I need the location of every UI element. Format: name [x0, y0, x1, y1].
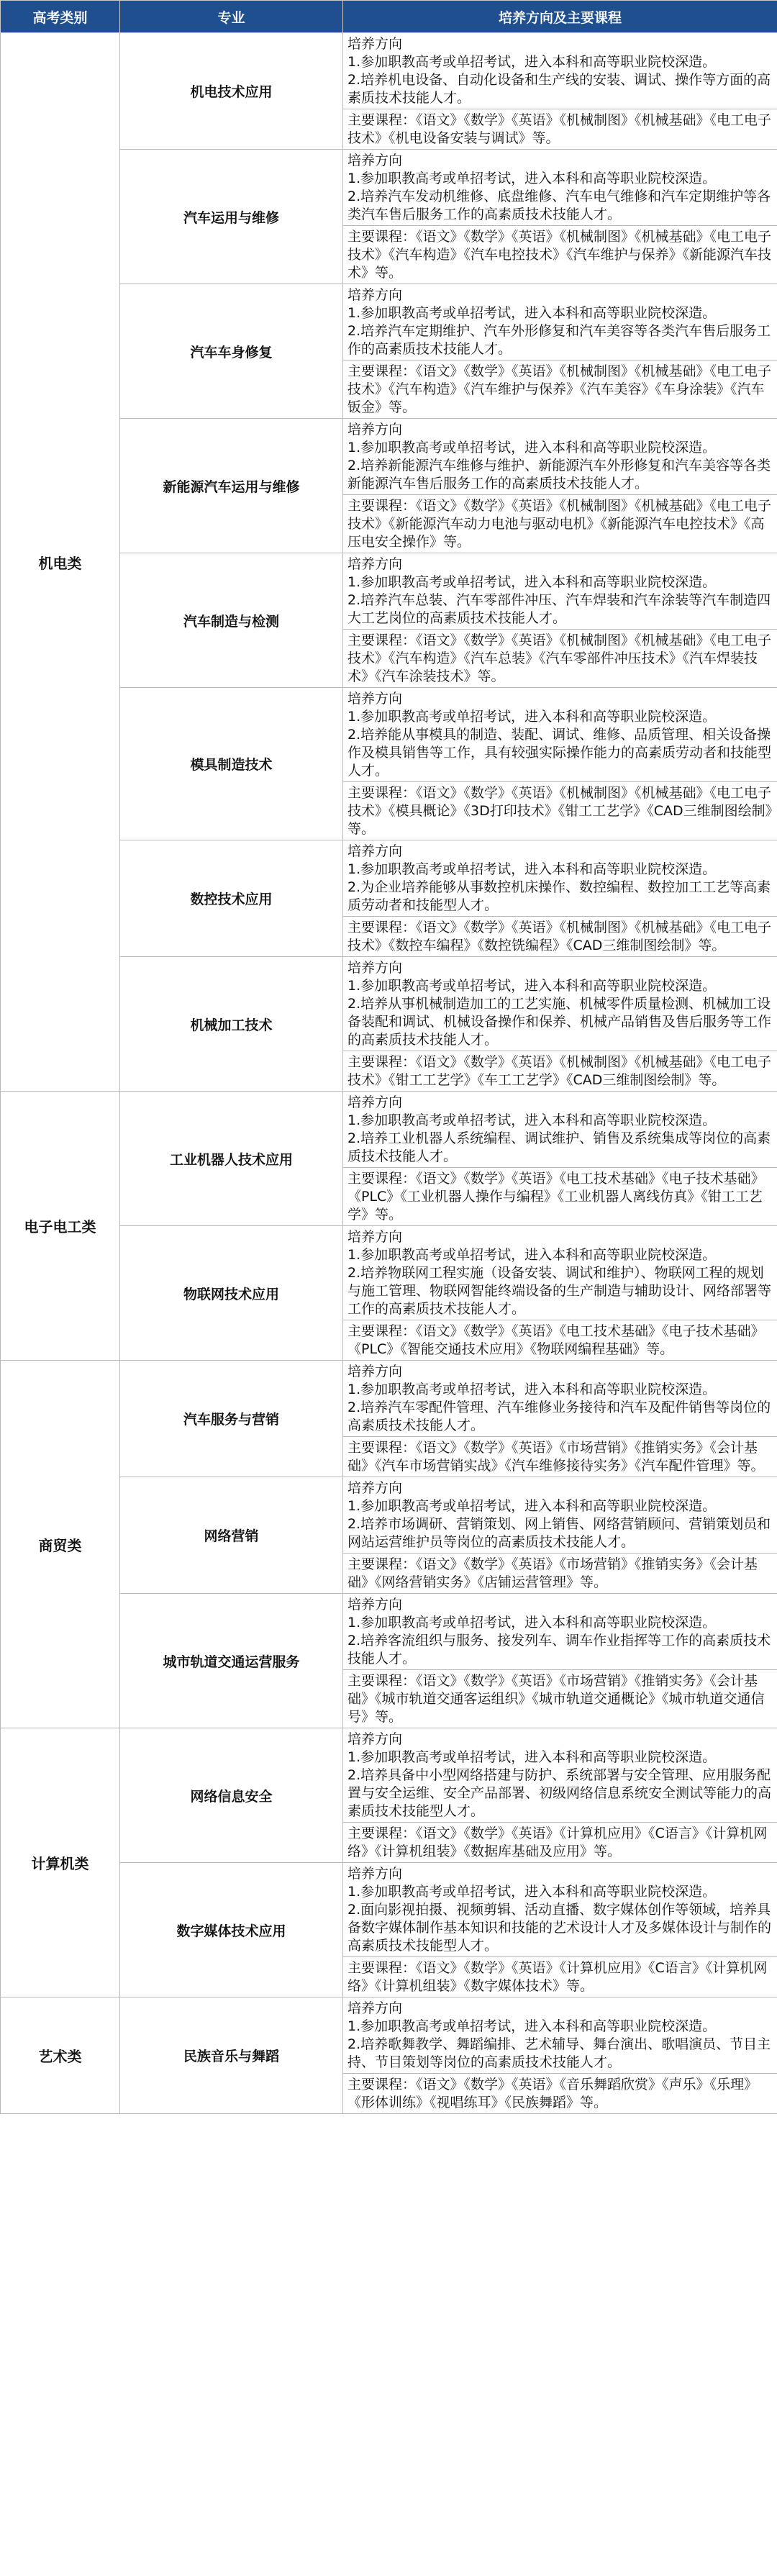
- direction-cell: [343, 33, 777, 109]
- direction-line: 1.参加职教高考或单招考试，进入本科和高等职业院校深造。: [347, 54, 717, 70]
- courses-cell: 主要课程：《语文》《数学》《英语》《机械制图》《机械基础》《电工电子技术》《机电设备安装与调试》等。: [343, 109, 777, 150]
- direction-line: 2.培养从事机械制造加工的工艺实施、机械零件质量检测、机械加工设备装配和调试、机械设备操作和保养、机械产品销售及售后服务等工作的高素质技术技能人才。: [347, 996, 772, 1048]
- direction-line: 1.参加职教高考或单招考试，进入本科和高等职业院校深造。: [347, 1382, 717, 1397]
- direction-heading: 培养方向: [347, 1094, 403, 1110]
- courses-cell: 主要课程：《语文》《数学》《英语》《机械制图》《机械基础》《电工电子技术》《汽车构造》《汽车电控技术》《汽车维护与保养》《新能源汽车技术》等。: [343, 226, 777, 284]
- direction-cell: [343, 284, 777, 360]
- direction-line: 2.培养汽车定期维护、汽车外形修复和汽车美容等各类汽车售后服务工作的高素质技术技能人才。: [347, 323, 771, 357]
- direction-heading: 培养方向: [347, 1731, 403, 1747]
- direction-heading: 培养方向: [347, 287, 403, 303]
- category-cell: 机电类: [1, 33, 120, 1092]
- direction-line: 2.培养汽车零配件管理、汽车维修业务接待和汽车及配件销售等岗位的高素质技术技能人才。: [347, 1400, 771, 1433]
- direction-heading: 培养方向: [347, 1866, 403, 1882]
- direction-cell: [343, 688, 777, 782]
- direction-line: 2.培养工业机器人系统编程、调试维护、销售及系统集成等岗位的高素质技术技能人才。: [347, 1130, 771, 1164]
- direction-cell: [343, 1092, 777, 1168]
- courses-cell: 主要课程：《语文》《数学》《英语》《机械制图》《机械基础》《电工电子技术》《钳工工艺学》《车工工艺学》《CAD三维制图绘制》等。: [343, 1051, 777, 1092]
- courses-cell: 主要课程：《语文》《数学》《英语》《机械制图》《机械基础》《电工电子技术》《汽车构造》《汽车总装》《汽车零部件冲压技术》《汽车焊装技术》《汽车涂装技术》等。: [343, 630, 777, 688]
- courses-cell: 主要课程：《语文》《数学》《英语》《电工技术基础》《电子技术基础》《PLC》《智能交通技术应用》《物联网编程基础》等。: [343, 1320, 777, 1361]
- table-row: [1, 1728, 777, 1823]
- direction-cell: [343, 1594, 777, 1670]
- table-row: [1, 1361, 777, 1437]
- direction-cell: [343, 840, 777, 917]
- direction-heading: 培养方向: [347, 1364, 403, 1379]
- direction-line: 1.参加职教高考或单招考试，进入本科和高等职业院校深造。: [347, 1247, 717, 1263]
- direction-line: 2.面向影视拍摄、视频剪辑、活动直播、数字媒体创作等领域，培养具备数字媒体制作基本知识和技能的艺术设计人才及多媒体设计与制作的高素质技术技能型人才。: [347, 1902, 772, 1954]
- direction-cell: [343, 1997, 777, 2074]
- direction-line: 1.参加职教高考或单招考试，进入本科和高等职业院校深造。: [347, 978, 717, 994]
- courses-cell: 主要课程：《语文》《数学》《英语》《音乐舞蹈欣赏》《声乐》《乐理》《形体训练》《视唱练耳》《民族舞蹈》等。: [343, 2074, 777, 2114]
- direction-heading: 培养方向: [347, 153, 403, 168]
- direction-line: 2.培养汽车总装、汽车零部件冲压、汽车焊装和汽车涂装等汽车制造四大工艺岗位的高素质技术技能人才。: [347, 592, 771, 626]
- courses-cell: 主要课程：《语文》《数学》《英语》《机械制图》《机械基础》《电工电子技术》《汽车构造》《汽车维护与保养》《汽车美容》《车身涂装》《汽车钣金》等。: [343, 360, 777, 419]
- direction-heading: 培养方向: [347, 1597, 403, 1613]
- major-cell: 汽车制造与检测: [120, 553, 343, 688]
- direction-line: 2.培养具备中小型网络搭建与防护、系统部署与安全管理、应用服务配置与安全运维、安全产品部署、初级网络信息系统安全测试等能力的高素质技术技能型人才。: [347, 1767, 772, 1819]
- table-row: [1, 1997, 777, 2074]
- major-cell: 数字媒体技术应用: [120, 1863, 343, 1997]
- direction-cell: [343, 1863, 777, 1957]
- direction-cell: [343, 419, 777, 495]
- direction-line: 1.参加职教高考或单招考试，进入本科和高等职业院校深造。: [347, 1749, 717, 1765]
- courses-cell: 主要课程：《语文》《数学》《英语》《电工技术基础》《电子技术基础》《PLC》《工业机器人操作与编程》《工业机器人离线仿真》《钳工工艺学》等。: [343, 1168, 777, 1226]
- major-cell: 工业机器人技术应用: [120, 1092, 343, 1226]
- direction-line: 2.培养机电设备、自动化设备和生产线的安装、调试、操作等方面的高素质技术技能人才。: [347, 72, 771, 106]
- major-cell: 城市轨道交通运营服务: [120, 1594, 343, 1728]
- direction-line: 2.为企业培养能够从事数控机床操作、数控编程、数控加工工艺等高素质劳动者和技能型人才。: [347, 879, 771, 913]
- direction-cell: [343, 1226, 777, 1320]
- major-cell: 机电技术应用: [120, 33, 343, 150]
- direction-line: 2.培养新能源汽车维修与维护、新能源汽车外形修复和汽车美容等各类新能源汽车售后服务工作的高素质技术技能人才。: [347, 458, 771, 491]
- direction-cell: [343, 1361, 777, 1437]
- courses-cell: 主要课程：《语文》《数学》《英语》《计算机应用》《C语言》《计算机网络》《计算机组装》《数字媒体技术》等。: [343, 1957, 777, 1997]
- direction-line: 1.参加职教高考或单招考试，进入本科和高等职业院校深造。: [347, 171, 717, 186]
- direction-cell: [343, 957, 777, 1051]
- direction-line: 2.培养汽车发动机维修、底盘维修、汽车电气维修和汽车定期维护等各类汽车售后服务工作的高素质技术技能人才。: [347, 189, 771, 222]
- direction-heading: 培养方向: [347, 2000, 403, 2016]
- major-cell: 网络信息安全: [120, 1728, 343, 1863]
- direction-line: 2.培养歌舞教学、舞蹈编排、艺术辅导、舞台演出、歌唱演员、节目主持、节目策划等岗位的高素质技术技能人才。: [347, 2036, 771, 2070]
- major-cell: 汽车运用与维修: [120, 150, 343, 284]
- direction-line: 1.参加职教高考或单招考试，进入本科和高等职业院校深造。: [347, 305, 717, 321]
- major-cell: 汽车服务与营销: [120, 1361, 343, 1477]
- courses-cell: 主要课程：《语文》《数学》《英语》《市场营销》《推销实务》《会计基础》《城市轨道交通客运组织》《城市轨道交通概论》《城市轨道交通信号》等。: [343, 1670, 777, 1728]
- courses-cell: 主要课程：《语文》《数学》《英语》《计算机应用》《C语言》《计算机网络》《计算机组装》《数据库基础及应用》等。: [343, 1823, 777, 1863]
- direction-heading: 培养方向: [347, 556, 403, 572]
- major-cell: 新能源汽车运用与维修: [120, 419, 343, 553]
- direction-heading: 培养方向: [347, 1480, 403, 1496]
- direction-heading: 培养方向: [347, 1229, 403, 1245]
- direction-heading: 培养方向: [347, 843, 403, 859]
- table-header-row: [1, 1, 777, 33]
- direction-line: 2.培养能从事模具的制造、装配、调试、维修、品质管理、相关设备操作及模具销售等工作，具有较强实际操作能力的高素质劳动者和技能型人才。: [347, 727, 772, 779]
- major-cell: 机械加工技术: [120, 957, 343, 1092]
- direction-line: 2.培养物联网工程实施（设备安装、调试和维护）、物联网工程的规划与施工管理、物联网智能终端设备的生产制造与辅助设计、网络部署等工作的高素质技术技能人才。: [347, 1265, 772, 1317]
- major-cell: 模具制造技术: [120, 688, 343, 840]
- direction-heading: 培养方向: [347, 422, 403, 437]
- courses-cell: 主要课程：《语文》《数学》《英语》《机械制图》《机械基础》《电工电子技术》《新能源汽车动力电池与驱动电机》《新能源汽车电控技术》《高压电安全操作》等。: [343, 495, 777, 553]
- direction-line: 1.参加职教高考或单招考试，进入本科和高等职业院校深造。: [347, 861, 717, 877]
- category-cell: 艺术类: [1, 1997, 120, 2114]
- direction-heading: 培养方向: [347, 960, 403, 976]
- header-category: 高考类别: [1, 1, 120, 33]
- courses-cell: 主要课程：《语文》《数学》《英语》《市场营销》《推销实务》《会计基础》《网络营销实务》《店铺运营管理》等。: [343, 1554, 777, 1594]
- direction-line: 1.参加职教高考或单招考试，进入本科和高等职业院校深造。: [347, 1498, 717, 1514]
- direction-line: 1.参加职教高考或单招考试，进入本科和高等职业院校深造。: [347, 2018, 717, 2034]
- major-cell: 物联网技术应用: [120, 1226, 343, 1361]
- direction-line: 2.培养市场调研、营销策划、网上销售、网络营销顾问、营销策划员和网站运营维护员等岗位的高素质技术技能人才。: [347, 1516, 771, 1550]
- direction-line: 1.参加职教高考或单招考试，进入本科和高等职业院校深造。: [347, 709, 717, 725]
- major-cell: 汽车车身修复: [120, 284, 343, 419]
- category-cell: 计算机类: [1, 1728, 120, 1997]
- direction-line: 2.培养客流组织与服务、接发列车、调车作业指挥等工作的高素质技术技能人才。: [347, 1633, 771, 1666]
- header-content: 培养方向及主要课程: [343, 1, 777, 33]
- direction-cell: [343, 1477, 777, 1554]
- table-body: [1, 33, 777, 2114]
- direction-heading: 培养方向: [347, 691, 403, 707]
- courses-cell: 主要课程：《语文》《数学》《英语》《市场营销》《推销实务》《会计基础》《汽车市场营销实战》《汽车维修接待实务》《汽车配件管理》等。: [343, 1437, 777, 1477]
- direction-cell: [343, 1728, 777, 1823]
- direction-cell: [343, 553, 777, 630]
- major-cell: 民族音乐与舞蹈: [120, 1997, 343, 2114]
- direction-cell: [343, 150, 777, 226]
- direction-line: 1.参加职教高考或单招考试，进入本科和高等职业院校深造。: [347, 1615, 717, 1631]
- courses-cell: 主要课程：《语文》《数学》《英语》《机械制图》《机械基础》《电工电子技术》《数控车编程》《数控铣编程》《CAD三维制图绘制》等。: [343, 917, 777, 957]
- direction-line: 1.参加职教高考或单招考试，进入本科和高等职业院校深造。: [347, 1112, 717, 1128]
- direction-line: 1.参加职教高考或单招考试，进入本科和高等职业院校深造。: [347, 440, 717, 455]
- direction-line: 1.参加职教高考或单招考试，进入本科和高等职业院校深造。: [347, 574, 717, 590]
- major-cell: 网络营销: [120, 1477, 343, 1594]
- table-row: [1, 1092, 777, 1168]
- direction-heading: 培养方向: [347, 36, 403, 52]
- table-row: [1, 33, 777, 109]
- courses-cell: 主要课程：《语文》《数学》《英语》《机械制图》《机械基础》《电工电子技术》《模具概论》《3D打印技术》《钳工工艺学》《CAD三维制图绘制》等。: [343, 782, 777, 840]
- header-major: 专业: [120, 1, 343, 33]
- category-cell: 商贸类: [1, 1361, 120, 1728]
- category-cell: 电子电工类: [1, 1092, 120, 1361]
- major-cell: 数控技术应用: [120, 840, 343, 957]
- direction-line: 1.参加职教高考或单招考试，进入本科和高等职业院校深造。: [347, 1884, 717, 1900]
